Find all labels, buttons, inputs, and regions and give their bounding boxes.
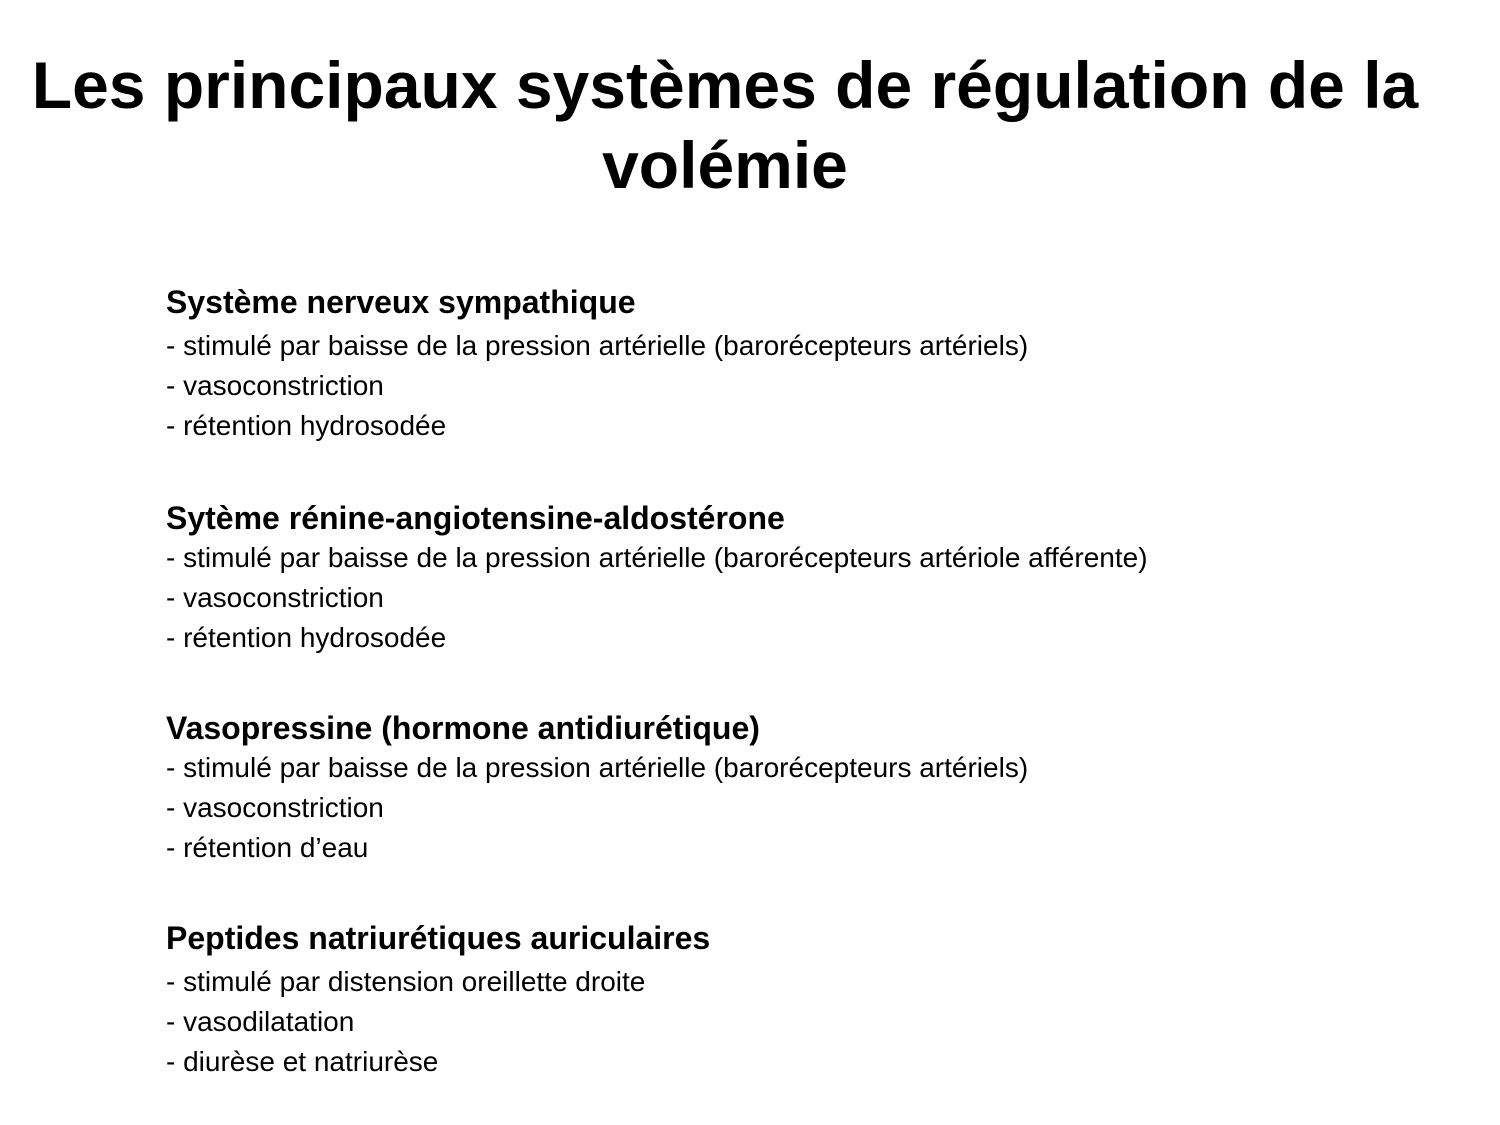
bullet-item: - rétention d’eau (166, 832, 369, 863)
bullet-item: - stimulé par baisse de la pression artérielle (barorécepteurs artériole afférente) (166, 542, 1148, 573)
section-heading: Peptides natriurétiques auriculaires (166, 920, 711, 956)
section-atrial-natriuretic-peptides (166, 918, 710, 1082)
slide-title: Les principaux systèmes de régulation de la volémie (31, 48, 1419, 202)
bullet-item: - vasoconstriction (166, 370, 384, 401)
bullet-item: - rétention hydrosodée (166, 622, 447, 653)
bullet-item: - stimulé par baisse de la pression artérielle (barorécepteurs artériels) (166, 752, 1029, 783)
bullet-item: - stimulé par distension oreillette droite (166, 966, 646, 997)
section-heading: Système nerveux sympathique (166, 284, 636, 320)
bullet-item: - vasoconstriction (166, 792, 384, 823)
bullet-item: - vasodilatation (166, 1006, 355, 1037)
section-sympathetic-nervous-system (166, 282, 1028, 446)
section-heading: Vasopressine (hormone antidiurétique) (166, 710, 760, 746)
section-heading: Sytème rénine-angiotensine-aldostérone (166, 500, 785, 536)
bullet-item: - rétention hydrosodée (166, 410, 447, 441)
bullet-item: - vasoconstriction (166, 582, 384, 613)
bullet-item: - diurèse et natriurèse (166, 1046, 439, 1077)
bullet-item: - stimulé par baisse de la pression artérielle (barorécepteurs artériels) (166, 330, 1029, 361)
section-vasopressin (166, 708, 1028, 868)
section-renin-angiotensin-aldosterone (166, 498, 1148, 658)
